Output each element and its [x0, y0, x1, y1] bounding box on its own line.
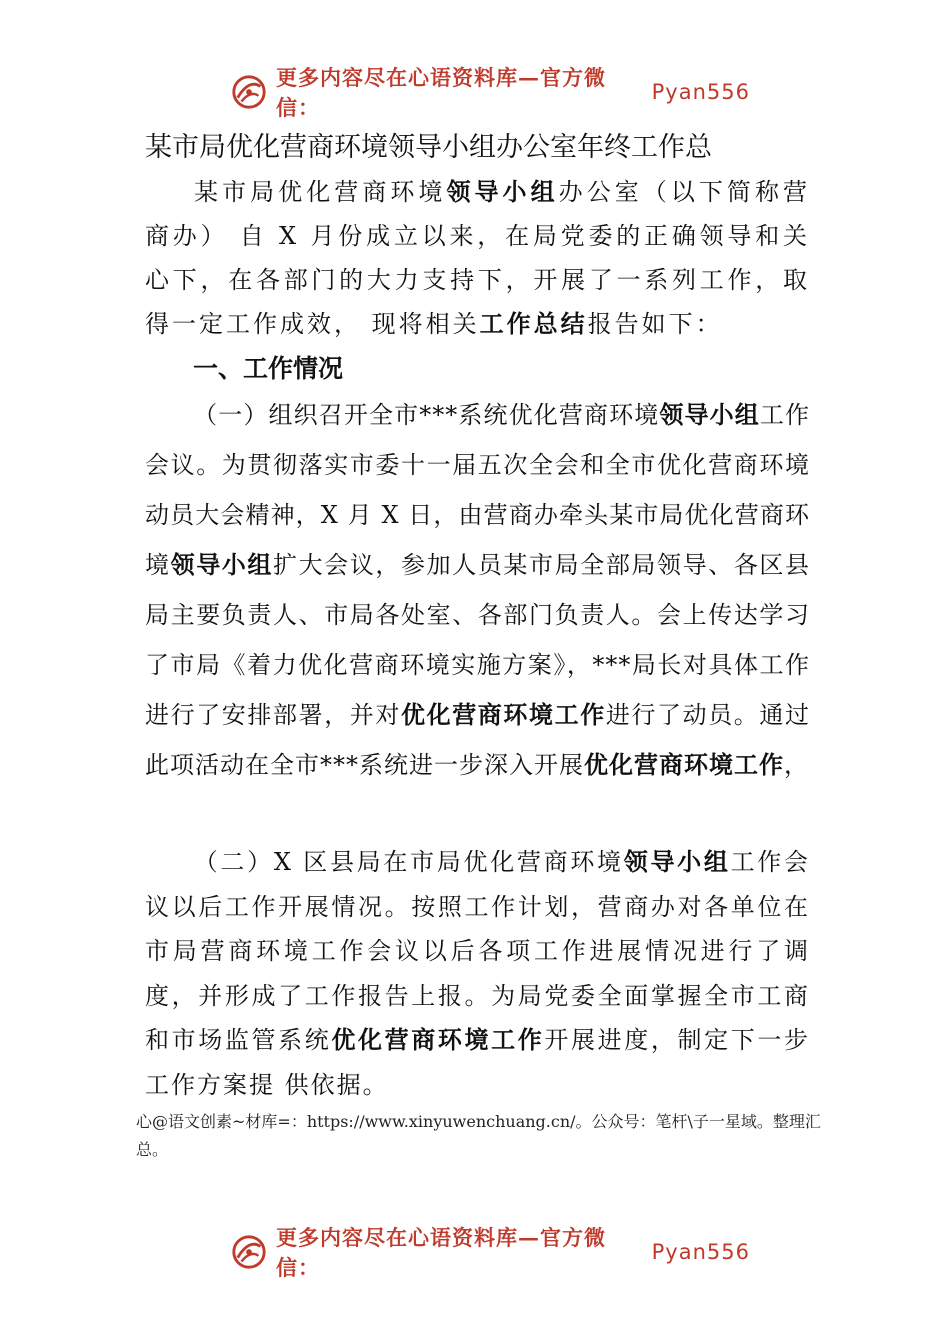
watermark-wechat-id: Pyan556	[651, 80, 750, 104]
watermark-wechat-id: Pyan556	[651, 1240, 750, 1264]
paragraph-item-2: （二）X 区县局在市局优化营商环境领导小组工作会议以后工作开展情况。按照工作计划，营商办对各单位在市局营商环境工作会议以后各项工作进展情况进行了调度，并形成了工作报告上报。为局党委全面掌握全市工商和市场监管系统优化营商环境工作开展进度，制定下一步工作方案提 供依据。	[145, 848, 811, 1099]
document-title: 某市局优化营商环境领导小组办公室年终工作总	[145, 132, 712, 163]
watermark-text: 更多内容尽在心语资料库—官方微信：	[276, 1225, 606, 1280]
section-heading: 一、工作情况	[193, 354, 344, 383]
paragraph-intro: 某市局优化营商环境领导小组办公室（以下简称营商办） 自 X 月份成立以来，在局党委的正确领导和关心下，在各部门的大力支持下，开展了一系列工作，取得一定工作成效， 现将相关工作总结报告如下：	[145, 178, 811, 338]
watermark-banner-top	[230, 65, 750, 120]
paragraph-item-1: （一）组织召开全市***系统优化营商环境领导小组工作会议。为贯彻落实市委十一届五次全会和全市优化营商环境动员大会精神，X 月 X 日，由营商办牵头某市局优化营商环境领导小组扩大会议，参加人员某市局全部局领导、各区县局主要负责人、市局各处室、各部门负责人。会上传达学习了市局《着力优化营商环境实施方案》，***局长对具体工作进行了安排部署，并对优化营商环境工作进行了动员。通过此项活动在全市***系统进一步深入开展优化营商环境工作，	[145, 401, 811, 779]
source-note: 心@语文创素~材库=：https://www.xinyuwenchuang.cn/。公众号：笔杆\子一星域。整理汇总。	[136, 1112, 821, 1159]
watermark-banner-bottom	[230, 1225, 750, 1280]
logo-icon	[230, 1233, 268, 1271]
logo-icon	[230, 73, 268, 111]
watermark-text: 更多内容尽在心语资料库—官方微信：	[276, 65, 606, 120]
